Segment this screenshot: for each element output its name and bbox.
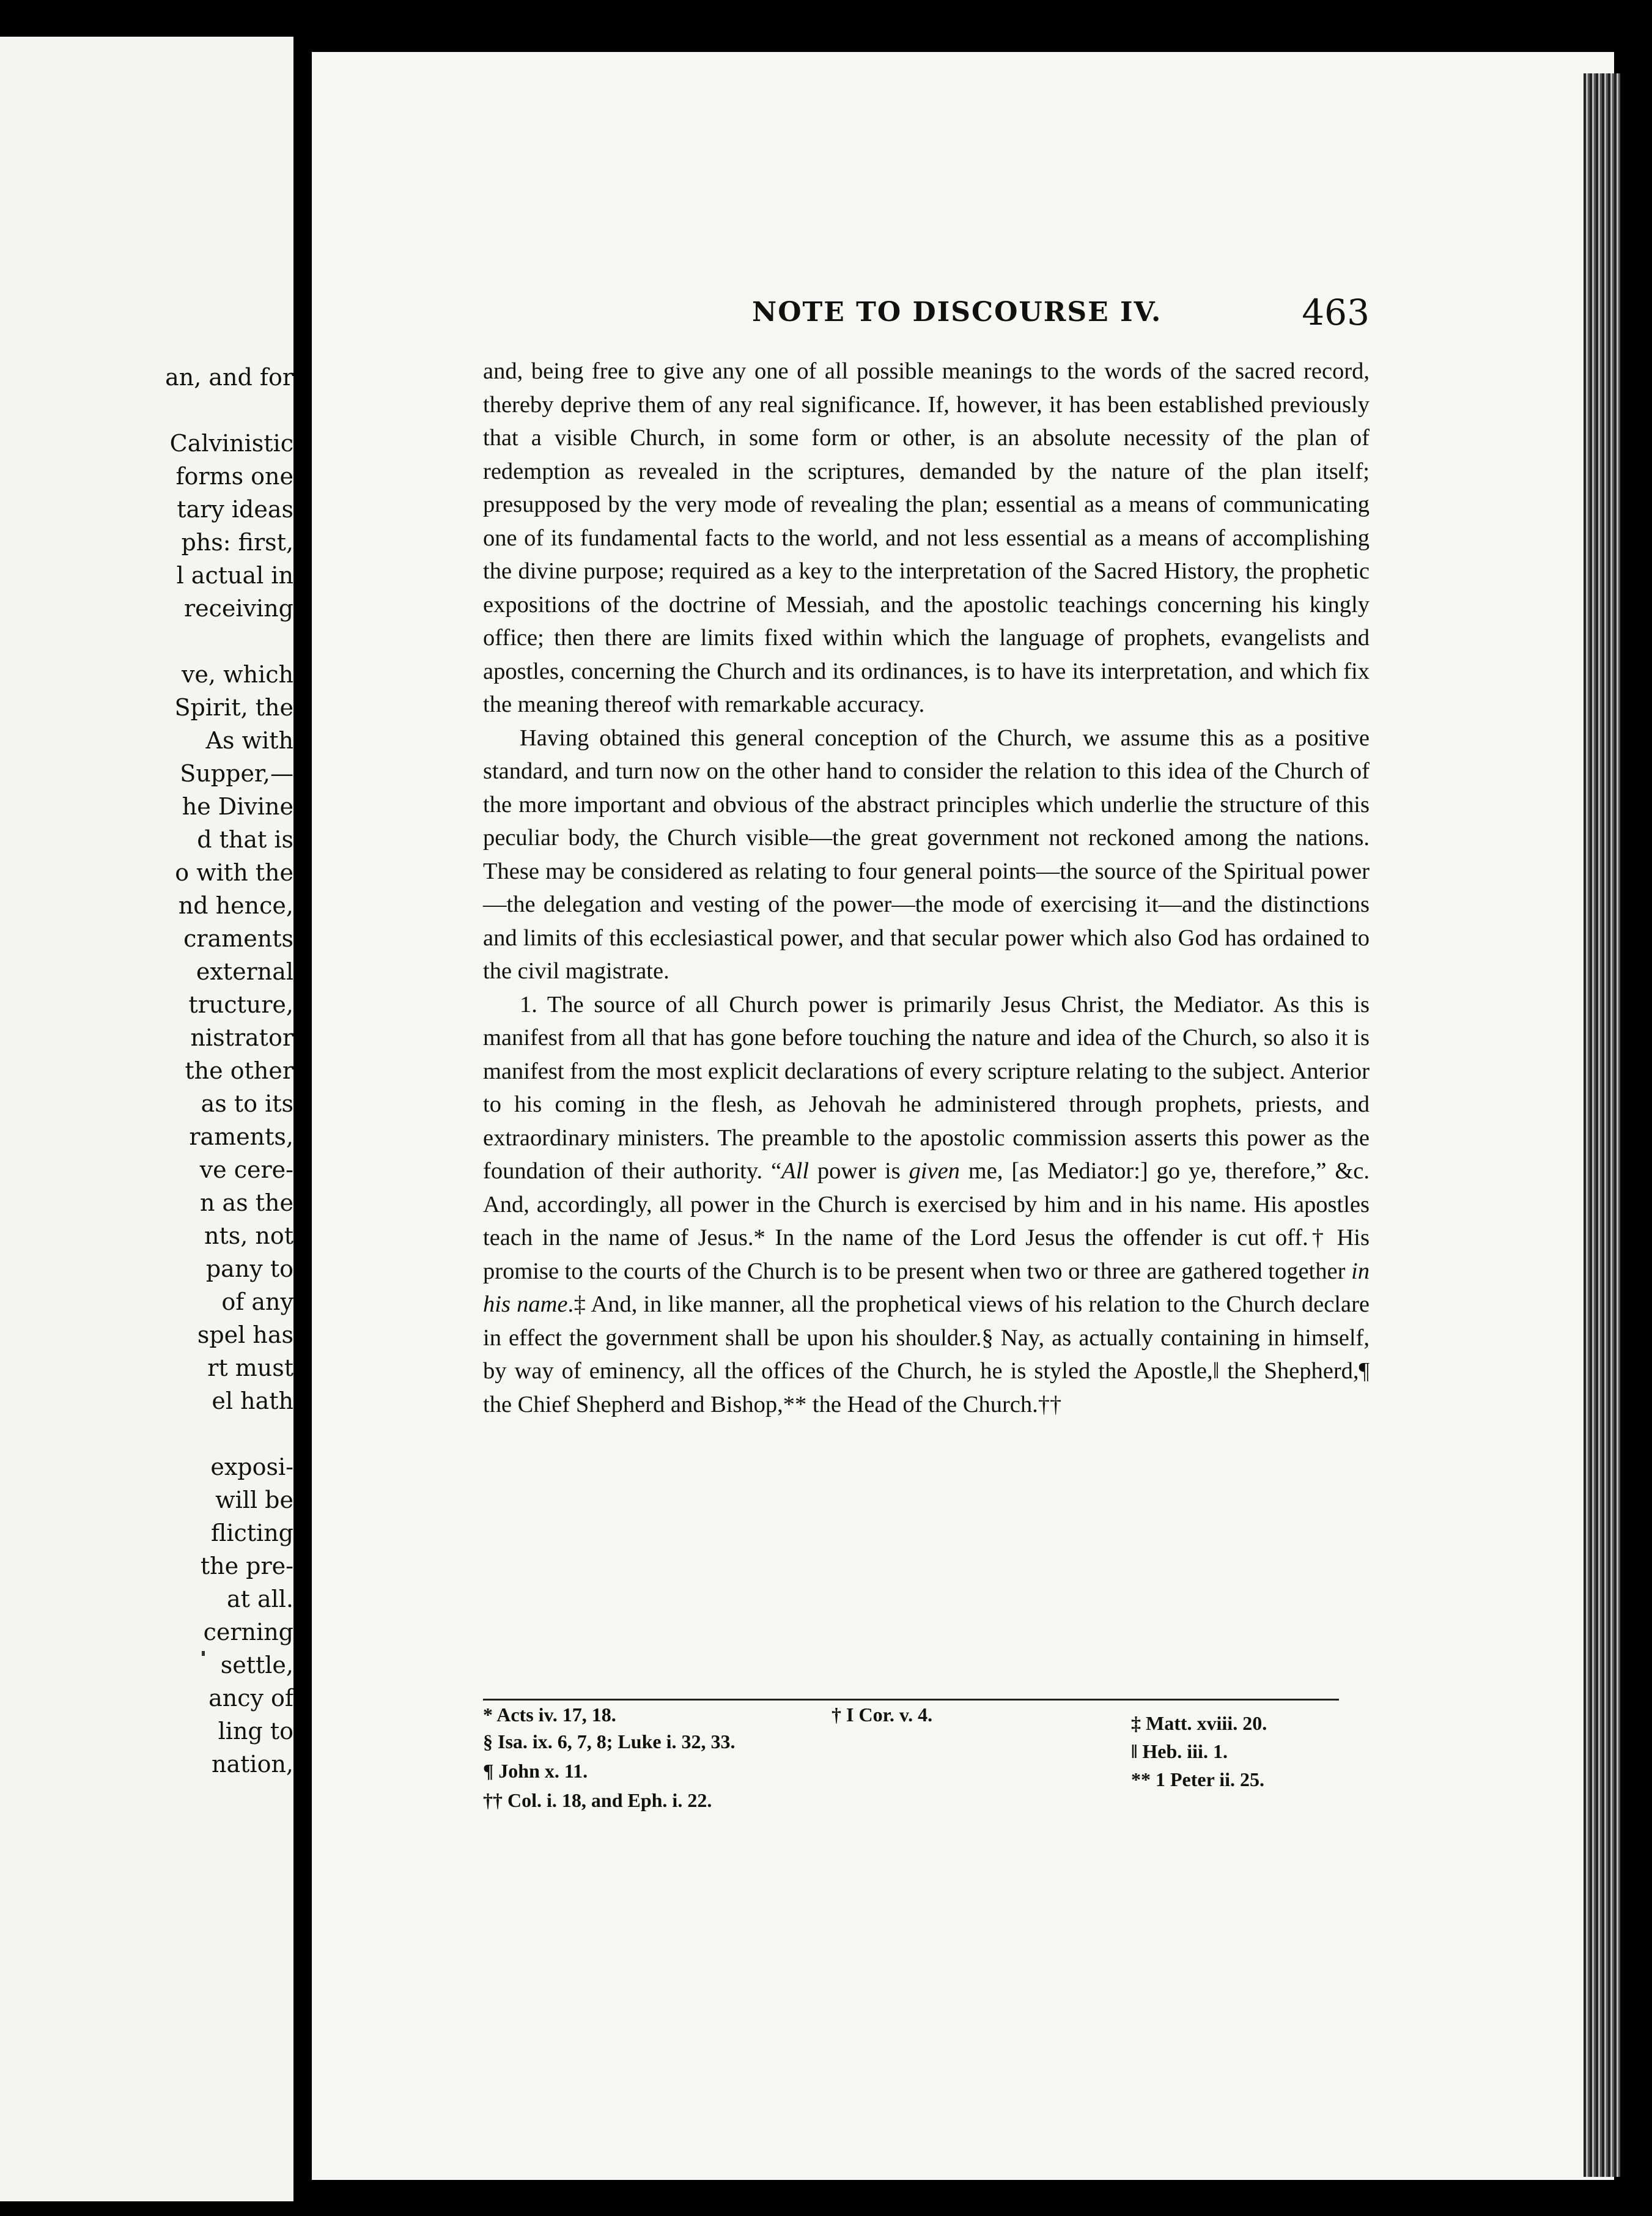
footnote-peter: ** 1 Peter ii. 25.: [1131, 1768, 1265, 1790]
left-page-line: phs: first,: [181, 529, 293, 556]
left-page-line: external: [196, 958, 293, 985]
left-page-line: exposi-: [210, 1453, 293, 1480]
left-page-line: at all.: [226, 1586, 293, 1612]
page-edge: [1584, 73, 1620, 2177]
left-page-line: the other: [185, 1057, 293, 1084]
footnote-cor: † I Cor. v. 4.: [832, 1704, 933, 1726]
left-page-line: will be: [215, 1487, 293, 1513]
left-page-line: the pre-: [200, 1553, 293, 1579]
left-page: [0, 37, 293, 2201]
text-run: .‡ And, in like manner, all the prophetical views of his relation to the Church declare in effect the government shall be upon his shoulder.§ Nay, as actually containing in himself, by way of eminency, all the offices of the Church, he is styled the Apostle,‖ the Shepherd,¶ the Chief Shepherd and Bishop,** the Head of the Church.††: [483, 1291, 1370, 1417]
left-page-line: pany to: [205, 1255, 293, 1282]
book-gutter: [293, 49, 312, 2189]
text-run: me, [as Mediator:] go ye, therefore,” &c. And, accordingly, all power in the Church is exercised by him and in his name. His apostles teach in the name of Jesus.* In the name of the Lord Jesus the offender is cut off.† His promise to the courts of the Church is to be present when two or three are gathered together: [483, 1158, 1370, 1284]
page-number: 463: [1302, 292, 1370, 333]
left-page-line: [0, 625, 293, 658]
running-header: [752, 292, 1370, 339]
footnote-john: ¶ John x. 11.: [483, 1760, 588, 1782]
left-page-line: as to its: [201, 1090, 293, 1117]
left-page-line: ve cere-: [199, 1156, 293, 1183]
left-page-line: nation,: [212, 1751, 293, 1778]
left-page-line: receiving: [184, 595, 293, 622]
left-page-line: rt must: [207, 1354, 293, 1381]
footnote-isa: § Isa. ix. 6, 7, 8; Luke i. 32, 33.: [483, 1730, 736, 1752]
left-page-line: d that is: [197, 826, 293, 853]
ink-speck: [202, 1651, 205, 1656]
left-page-text: [0, 361, 293, 1781]
footnote-matt: ‡ Matt. xviii. 20.: [1131, 1712, 1267, 1734]
footnote-heb: ‖ Heb. iii. 1.: [1131, 1740, 1228, 1762]
paragraph-source-of-power: [483, 988, 1370, 1422]
left-page-line: of any: [221, 1288, 293, 1315]
left-page-line: ling to: [218, 1718, 293, 1745]
left-page-line: spel has: [197, 1321, 293, 1348]
left-page-line: el hath: [212, 1387, 293, 1414]
left-page-line: [0, 1417, 293, 1450]
left-page-line: tary ideas: [177, 496, 293, 523]
left-page-line: nistrator: [190, 1024, 293, 1051]
footnote-acts: * Acts iv. 17, 18.: [483, 1704, 616, 1726]
left-page-line: Spirit, the: [174, 694, 293, 721]
footnote-col: †† Col. i. 18, and Eph. i. 22.: [483, 1789, 712, 1811]
left-page-line: craments: [183, 925, 293, 952]
left-page-line: o with the: [175, 859, 293, 886]
left-page-line: forms one: [175, 463, 293, 490]
text-run: 1. The source of all Church power is primarily Jesus Christ, the Mediator. As this is manifest from all that has gone before touching the nature and idea of the Church, so also it is manifest from the most explicit declarations of every scripture relating to the subject. Anterior to his coming in the flesh, as Jehovah he administered through prophets, priests, and extraordinary ministers. The preamble to the apostolic commission asserts this power as the foundation of their authority. “: [483, 991, 1370, 1184]
body-text: [483, 355, 1370, 1421]
left-page-line: raments,: [189, 1123, 293, 1150]
running-title: NOTE TO DISCOURSE IV.: [752, 297, 1162, 328]
left-page-line: [0, 394, 293, 427]
left-page-line: ancy of: [208, 1685, 293, 1712]
italic-given: given: [909, 1158, 960, 1184]
left-page-line: he Divine: [182, 793, 293, 820]
left-page-line: nts, not: [204, 1222, 293, 1249]
paragraph-continuation: and, being free to give any one of all possible meanings to the words of the sacred record, thereby deprive them of any real significance. If, however, it has been established previously that a visible Church, in some form or other, is an absolute necessity of the plan of redemption as revealed in the scriptures, demanded by the nature of the plan itself; presupposed by the very mode of revealing the plan; essential as a means of communicating one of its fundamental facts to the world, and not less essential as a means of accomplishing the divine purpose; required as a key to the interpretation of the Sacred History, the prophetic expositions of the doctrine of Messiah, and the apostolic teachings concerning his kingly office; then there are limits fixed within which the language of prophets, evangelists and apostles, concerning the Church and its ordinances, is to have its interpretation, and which fix the meaning thereof with remarkable accuracy.: [483, 358, 1370, 717]
left-page-line: ve, which: [181, 661, 293, 688]
left-page-line: settle,: [220, 1652, 293, 1679]
left-page-line: flicting: [210, 1520, 293, 1546]
left-page-line: tructure,: [188, 991, 293, 1018]
text-run: power is: [809, 1158, 909, 1184]
left-page-line: nd hence,: [178, 892, 293, 919]
paragraph-general-conception: Having obtained this general conception of the Church, we assume this as a positive standard, and turn now on the other hand to consider the relation to this idea of the Church of the more important and obvious of the abstract principles which underlie the structure of this peculiar body, the Church visible—the great government not reckoned among the nations. These may be considered as relating to four general points—the source of the Spiritual power—the delegation and vesting of the power—the mode of exercising it—and the distinctions and limits of this ecclesiastical power, and that secular power which also God has ordained to the civil magistrate.: [483, 725, 1370, 984]
left-page-line: Supper,—: [180, 760, 293, 787]
left-page-line: l actual in: [176, 562, 293, 589]
left-page-line: n as the: [199, 1189, 293, 1216]
left-page-line: As with: [205, 727, 293, 754]
italic-in-his-name: in his name: [483, 1258, 1370, 1317]
left-page-line: Calvinistic: [169, 430, 293, 457]
left-page-line: an, and for: [165, 364, 293, 391]
italic-all: All: [781, 1158, 809, 1184]
left-page-line: cerning: [203, 1619, 293, 1645]
